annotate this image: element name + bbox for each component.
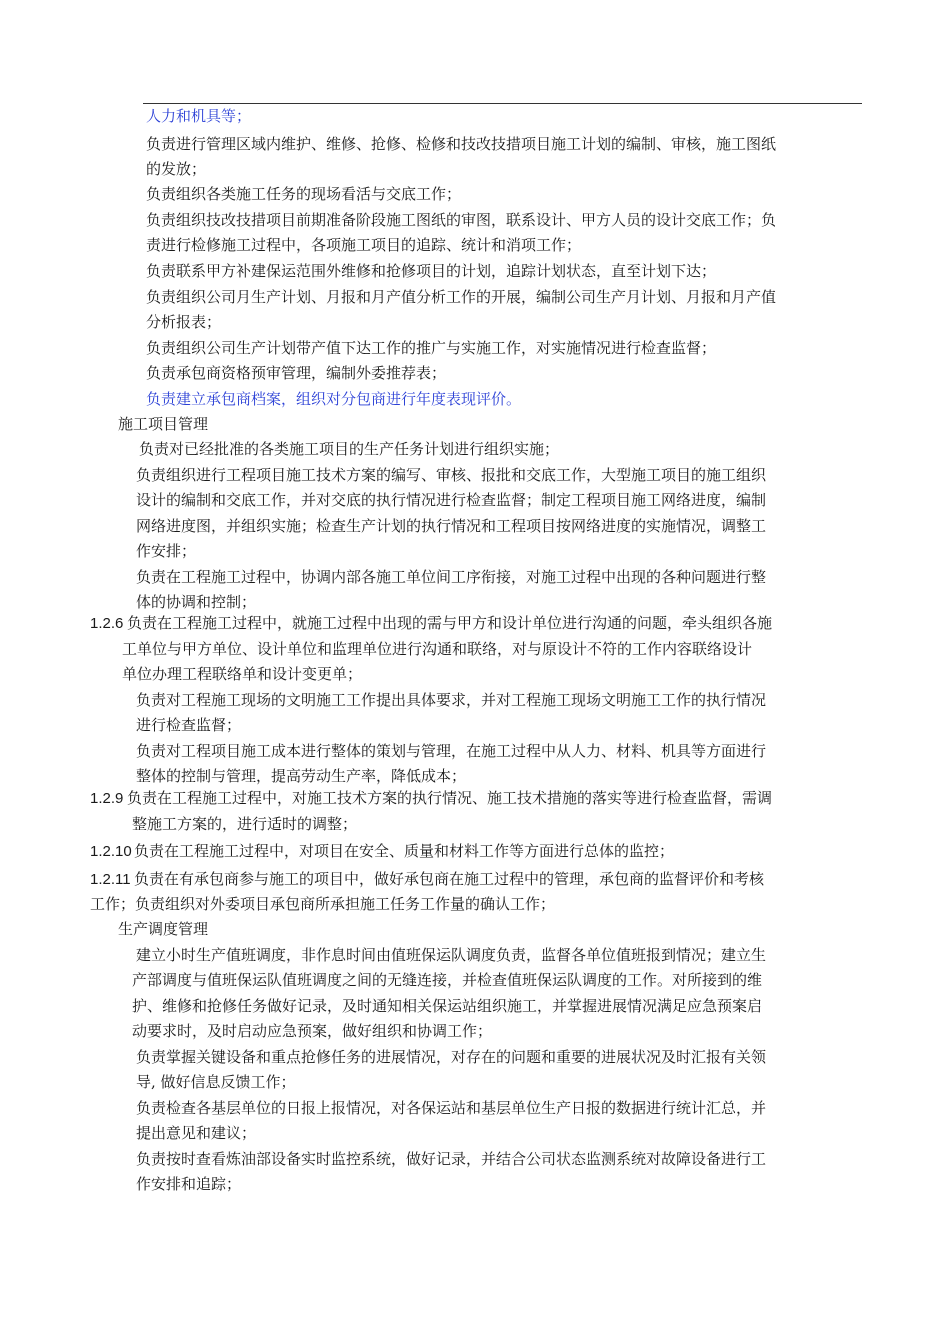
text-line: 负责在工程施工过程中，对项目在安全、质量和材料工作等方面进行总体的监控； <box>134 842 675 860</box>
text-line: 单位办理工程联络单和设计变更单； <box>122 665 363 683</box>
text-line: 负责承包商资格预审管理，编制外委推荐表； <box>146 364 447 382</box>
header-rule <box>143 103 862 104</box>
item-number: 1.2.6 <box>90 615 124 632</box>
item-number: 1.2.9 <box>90 790 124 807</box>
text-line: 负责进行管理区域内维护、维修、抢修、检修和技改技措项目施工计划的编制、审核，施工图纸 <box>146 135 777 153</box>
text-line: 导, 做好信息反馈工作； <box>136 1073 296 1091</box>
text-line: 作安排； <box>136 542 197 560</box>
text-line: 分析报表； <box>146 313 222 331</box>
text-line: 负责在工程施工过程中，协调内部各施工单位间工序衔接，对施工过程中出现的各种问题进行整 <box>136 568 767 586</box>
text-line: 整施工方案的，进行适时的调整； <box>132 815 358 833</box>
text-line: 网络进度图，并组织实施；检查生产计划的执行情况和工程项目按网络进度的实施情况，调整工 <box>136 517 767 535</box>
text-line: 责进行检修施工过程中，各项施工项目的追踪、统计和消项工作； <box>146 236 582 254</box>
text-line: 负责组织各类施工任务的现场看活与交底工作； <box>146 185 462 203</box>
text-line: 负责组织技改技措项目前期准备阶段施工图纸的审图，联系设计、甲方人员的设计交底工作；负 <box>146 211 777 229</box>
text-line: 负责组织进行工程项目施工技术方案的编写、审核、报批和交底工作，大型施工项目的施工组织 <box>136 466 767 484</box>
text-line: 的发放； <box>146 160 207 178</box>
item-number: 1.2.10 <box>90 843 132 860</box>
text-line: 工作；负责组织对外委项目承包商所承担施工任务工作量的确认工作； <box>90 895 556 913</box>
text-line: 进行检查监督； <box>136 716 242 734</box>
text-line: 负责掌握关键设备和重点抢修任务的进展情况，对存在的问题和重要的进展状况及时汇报有关领 <box>136 1048 767 1066</box>
text-line: 提出意见和建议； <box>136 1124 257 1142</box>
text-line: 建立小时生产值班调度，非作息时间由值班保运队调度负责，监督各单位值班报到情况；建立生 <box>136 946 767 964</box>
text-line: 负责联系甲方补建保运范围外维修和抢修项目的计划，追踪计划状态，直至计划下达； <box>146 262 717 280</box>
section-heading: 施工项目管理 <box>118 415 209 433</box>
text-line: 负责检查各基层单位的日报上报情况，对各保运站和基层单位生产日报的数据进行统计汇总，并 <box>136 1099 767 1117</box>
text-line: 工单位与甲方单位、设计单位和监理单位进行沟通和联络，对与原设计不符的工作内容联络设计 <box>122 640 753 658</box>
item-number: 1.2.11 <box>90 871 131 888</box>
text-line: 人力和机具等； <box>146 107 252 125</box>
text-line: 整体的控制与管理，提高劳动生产率，降低成本； <box>136 767 467 785</box>
text-line: 负责对已经批准的各类施工项目的生产任务计划进行组织实施； <box>139 440 560 458</box>
text-line: 负责组织公司生产计划带产值下达工作的推广与实施工作，对实施情况进行检查监督； <box>146 339 717 357</box>
text-line: 负责在工程施工过程中，对施工技术方案的执行情况、施工技术措施的落实等进行检查监督，需调 <box>127 789 773 807</box>
text-line: 设计的编制和交底工作，并对交底的执行情况进行检查监督；制定工程项目施工网络进度，编制 <box>136 491 767 509</box>
text-line: 产部调度与值班保运队值班调度之间的无缝连接，并检查值班保运队调度的工作。对所接到的维 <box>132 971 763 989</box>
text-line: 负责对工程项目施工成本进行整体的策划与管理，在施工过程中从人力、材料、机具等方面进行 <box>136 742 767 760</box>
text-line: 负责在工程施工过程中，就施工过程中出现的需与甲方和设计单位进行沟通的问题，牵头组织各施 <box>127 614 773 632</box>
text-line: 负责在有承包商参与施工的项目中，做好承包商在施工过程中的管理，承包商的监督评价和考核 <box>134 870 765 888</box>
text-line: 护、维修和抢修任务做好记录，及时通知相关保运站组织施工，并掌握进展情况满足应急预案启 <box>132 997 763 1015</box>
text-line: 体的协调和控制； <box>136 593 257 611</box>
text-line: 负责组织公司月生产计划、月报和月产值分析工作的开展，编制公司生产月计划、月报和月产值 <box>146 288 777 306</box>
text-line: 负责建立承包商档案，组织对分包商进行年度表现评价。 <box>146 390 522 408</box>
section-heading: 生产调度管理 <box>118 920 209 938</box>
text-line: 动要求时，及时启动应急预案，做好组织和协调工作； <box>132 1022 493 1040</box>
text-line: 负责对工程施工现场的文明施工工作提出具体要求，并对工程施工现场文明施工工作的执行情况 <box>136 691 767 709</box>
text-line: 负责按时查看炼油部设备实时监控系统，做好记录，并结合公司状态监测系统对故障设备进行工 <box>136 1150 767 1168</box>
text-line: 作安排和追踪； <box>136 1175 242 1193</box>
